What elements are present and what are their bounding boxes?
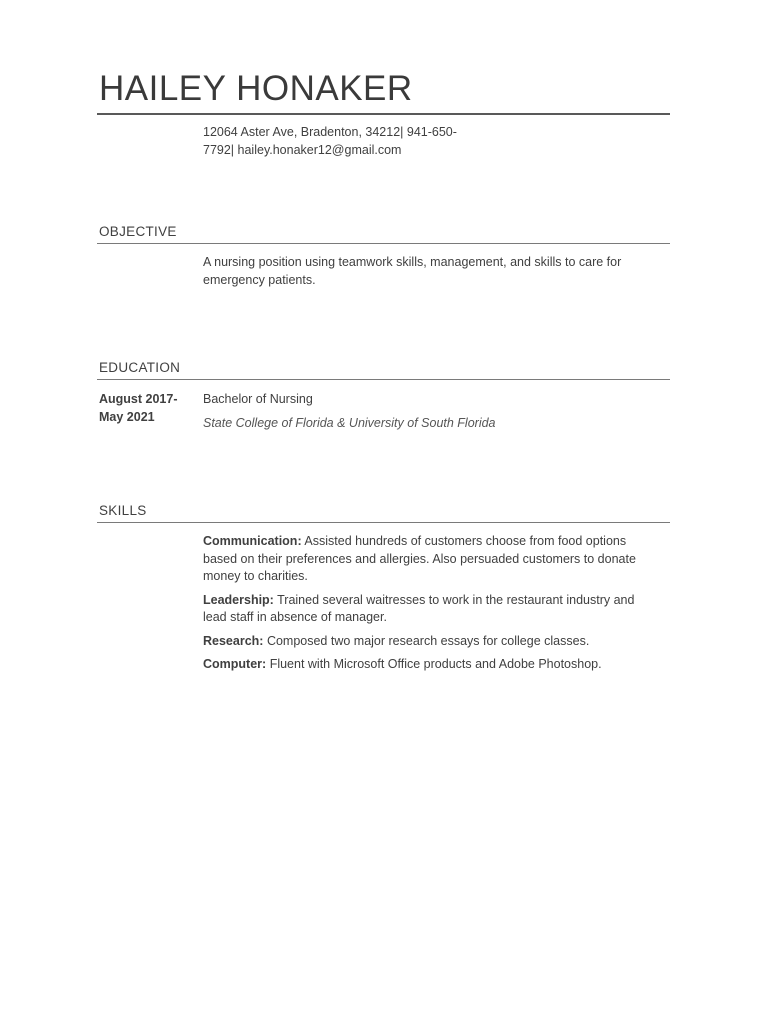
skill-description: Trained several waitresses to work in the restaurant industry and lead staff in absence of manager. [203, 592, 635, 624]
skill-description: Assisted hundreds of customers choose from food options based on their preferences and allergies. Also persuaded customers to donate money to charities. [203, 534, 636, 583]
contact-info: 12064 Aster Ave, Bradenton, 34212| 941-650-7792| hailey.honaker12@gmail.com [203, 125, 457, 157]
skill-item-research [203, 633, 643, 651]
candidate-name: HAILEY HONAKER [99, 69, 413, 108]
skill-label: Computer: [203, 657, 267, 671]
education-heading: EDUCATION [99, 360, 181, 375]
skill-item-communication [203, 533, 643, 586]
skill-item-computer [203, 656, 643, 674]
education-school: State College of Florida & University of South Florida [203, 416, 496, 430]
name-divider [97, 113, 670, 115]
education-degree: Bachelor of Nursing [203, 392, 313, 406]
skill-label: Leadership: [203, 592, 274, 607]
skill-description: Composed two major research essays for college classes. [266, 633, 590, 648]
objective-text: A nursing position using teamwork skills, management, and skills to care for emergency patients. [203, 255, 622, 287]
education-dates: August 2017-May 2021 [99, 392, 178, 424]
objective-heading: OBJECTIVE [99, 224, 177, 239]
objective-divider [97, 243, 670, 244]
skill-description: Fluent with Microsoft Office products and Adobe Photoshop. [269, 657, 602, 671]
skill-label: Research: [203, 633, 264, 648]
skill-label: Communication: [203, 534, 302, 548]
skills-heading: SKILLS [99, 503, 147, 518]
skills-list [203, 533, 643, 680]
skills-divider [97, 522, 670, 523]
education-divider [97, 379, 670, 380]
skill-item-leadership [203, 592, 643, 627]
